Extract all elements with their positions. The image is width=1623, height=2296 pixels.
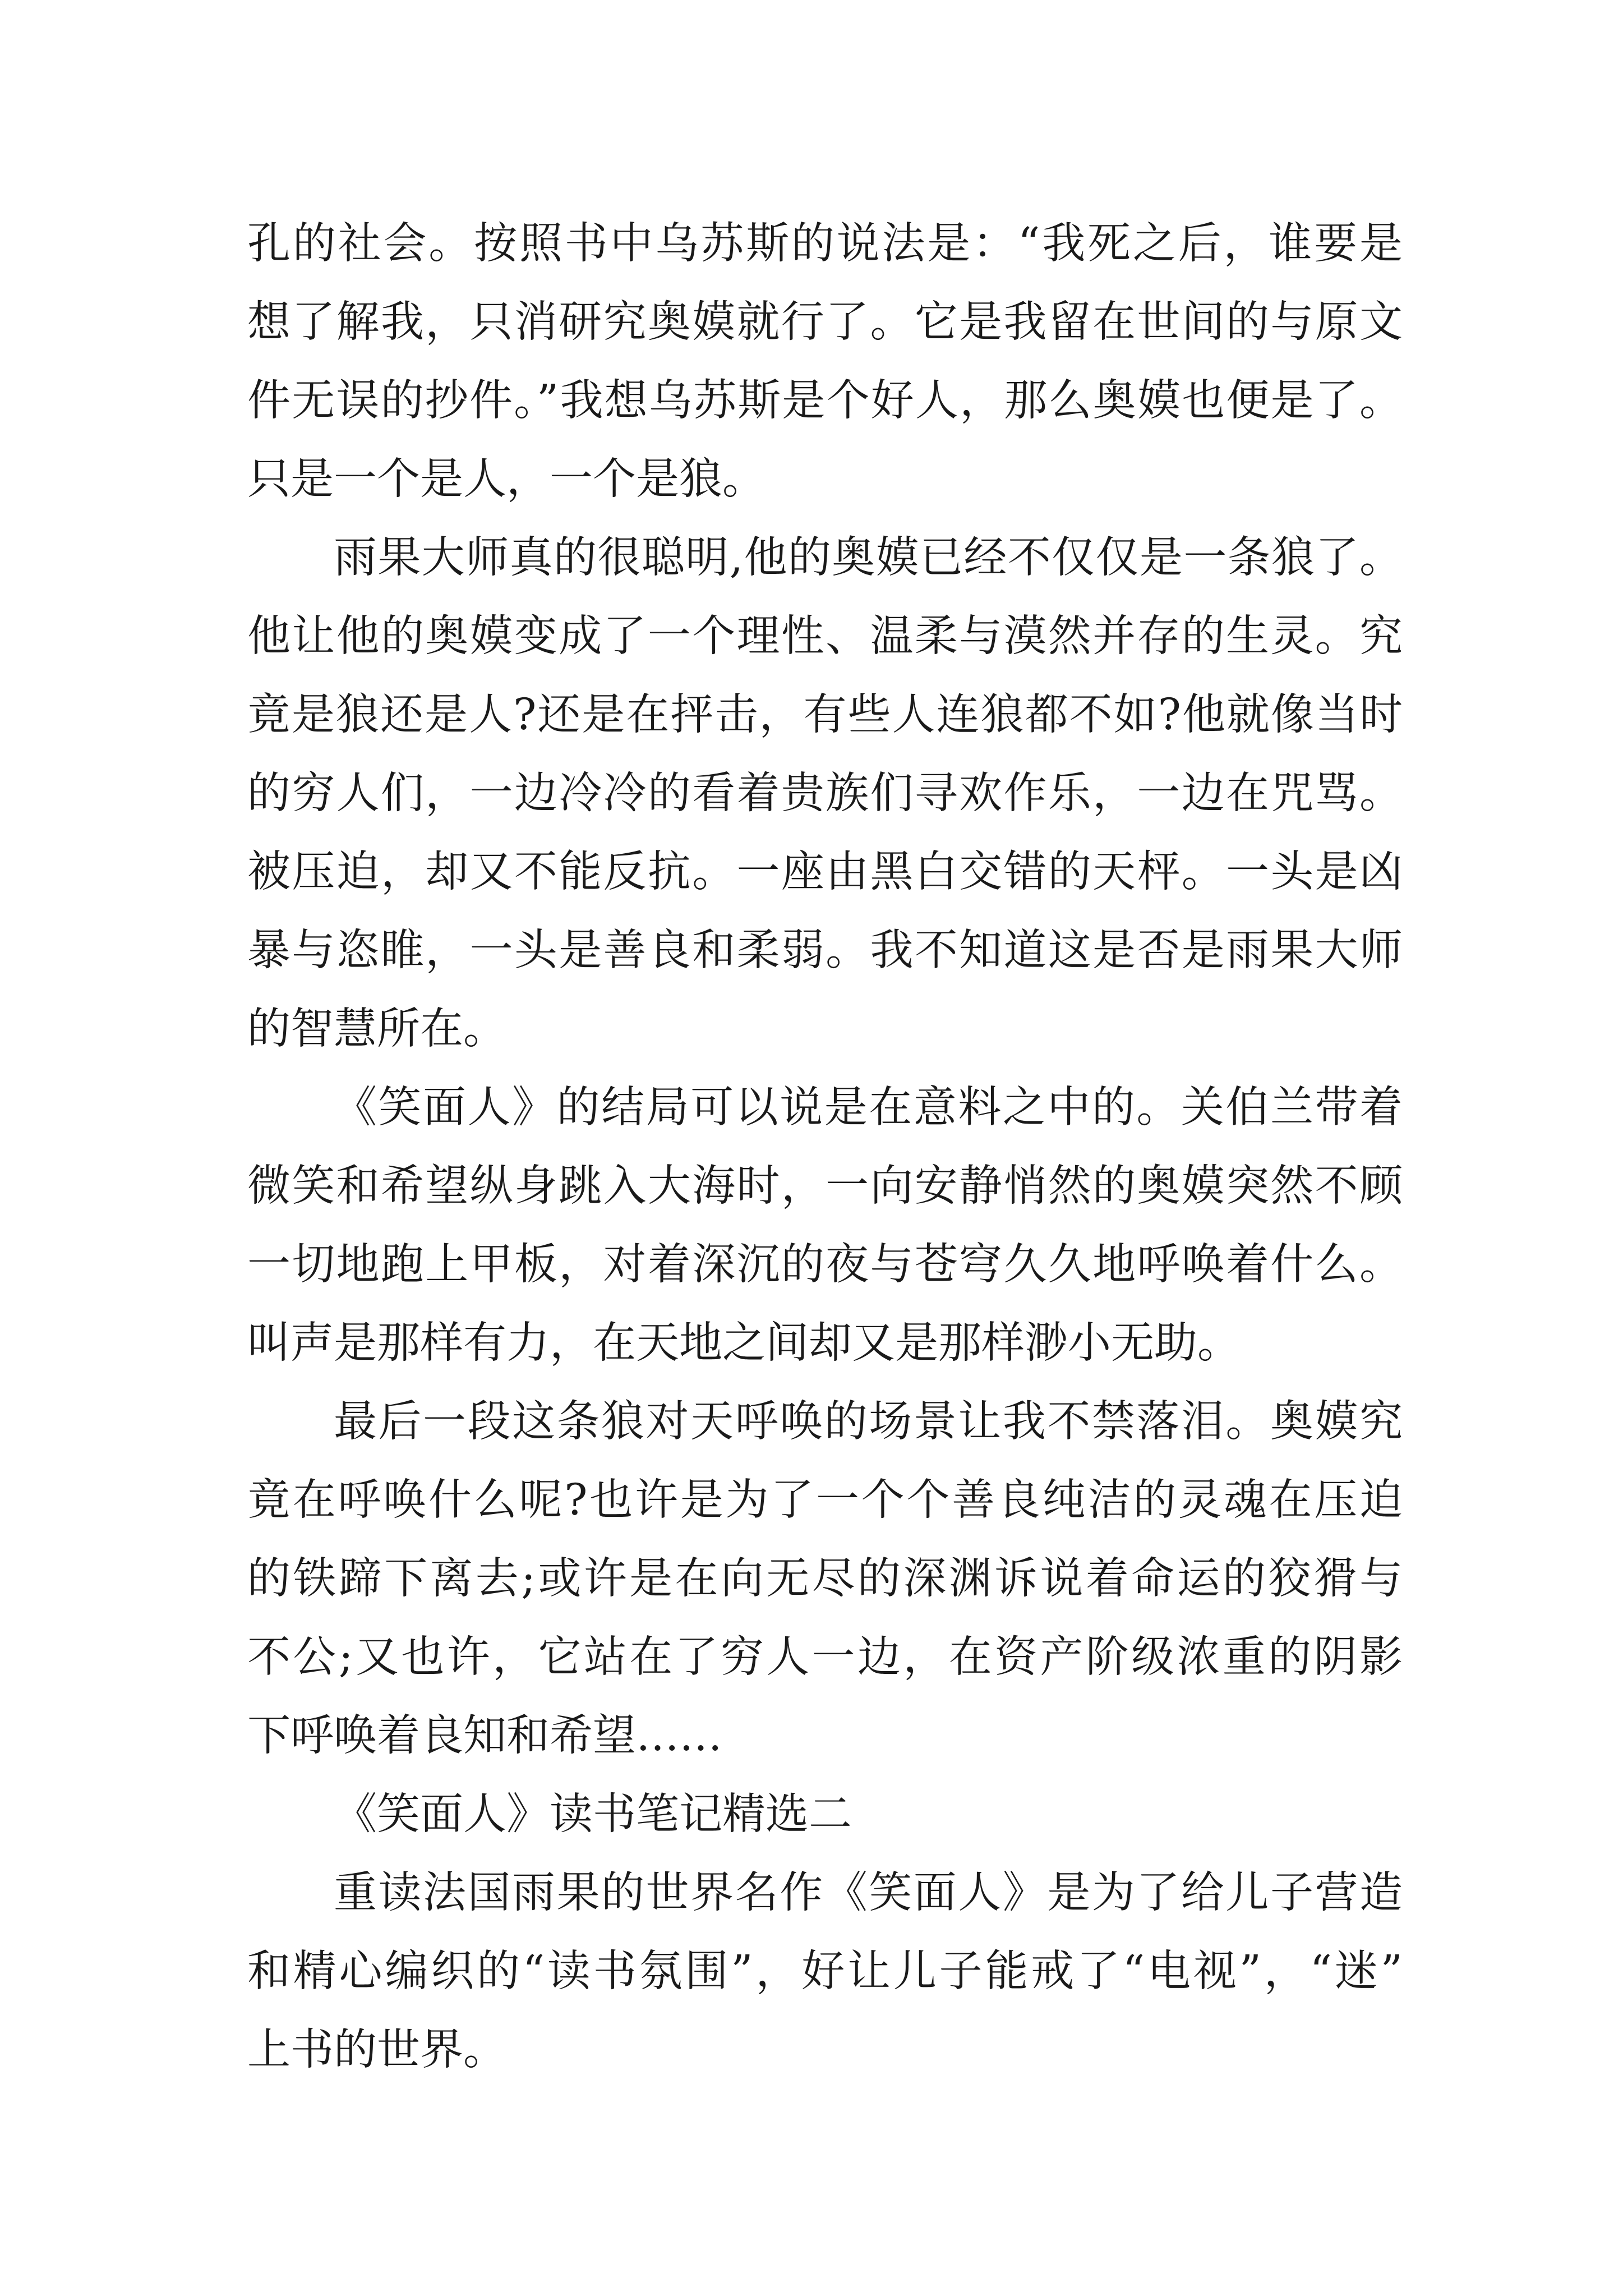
text-line: 的穷人们，一边冷冷的看着贵族们寻欢作乐，一边在咒骂。 <box>247 769 1403 818</box>
text-line: 一切地跑上甲板，对着深沉的夜与苍穹久久地呼唤着什么。 <box>247 1240 1403 1290</box>
text-line: 他让他的奥嫫变成了一个理性、温柔与漠然并存的生灵。究 <box>247 611 1403 661</box>
text-line: 《笑面人》的结局可以说是在意料之中的。关伯兰带着 <box>334 1083 1403 1133</box>
text-line: 《笑面人》读书笔记精选二 <box>334 1789 852 1839</box>
text-line: 竟是狼还是人?还是在抨击，有些人连狼都不如?他就像当时 <box>247 690 1403 740</box>
text-line: 雨果大师真的很聪明,他的奥嫫已经不仅仅是一条狼了。 <box>334 533 1403 583</box>
text-line: 件无误的抄件。”我想乌苏斯是个好人，那么奥嫫也便是了。 <box>247 376 1403 426</box>
text-line: 不公;又也许，它站在了穷人一边，在资产阶级浓重的阴影 <box>247 1632 1403 1682</box>
document-body <box>247 205 1403 2090</box>
text-line: 暴与恣睢，一头是善良和柔弱。我不知道这是否是雨果大师 <box>247 926 1403 976</box>
text-line: 的智慧所在。 <box>247 1004 506 1054</box>
text-line: 的铁蹄下离去;或许是在向无尽的深渊诉说着命运的狡猾与 <box>247 1554 1403 1604</box>
text-line: 微笑和希望纵身跳入大海时，一向安静悄然的奥嫫突然不顾 <box>247 1161 1403 1211</box>
text-line: 叫声是那样有力，在天地之间却又是那样渺小无助。 <box>247 1318 1241 1368</box>
text-line: 重读法国雨果的世界名作《笑面人》是为了给儿子营造 <box>334 1868 1403 1918</box>
text-line: 竟在呼唤什么呢?也许是为了一个个善良纯洁的灵魂在压迫 <box>247 1475 1403 1525</box>
text-line: 上书的世界。 <box>247 2025 506 2075</box>
text-line: 下呼唤着良知和希望…… <box>247 1711 722 1761</box>
text-line: 和精心编织的“读书氛围”，好让儿子能戒了“电视”，“迷” <box>247 1947 1403 1996</box>
text-line: 被压迫，却又不能反抗。一座由黑白交错的天枰。一头是凶 <box>247 847 1403 897</box>
text-line: 只是一个是人，一个是狼。 <box>247 454 766 504</box>
text-line: 孔的社会。按照书中乌苏斯的说法是：“我死之后，谁要是 <box>247 219 1403 269</box>
text-line: 想了解我，只消研究奥嫫就行了。它是我留在世间的与原文 <box>247 297 1403 347</box>
text-line: 最后一段这条狼对天呼唤的场景让我不禁落泪。奥嫫究 <box>334 1397 1403 1447</box>
